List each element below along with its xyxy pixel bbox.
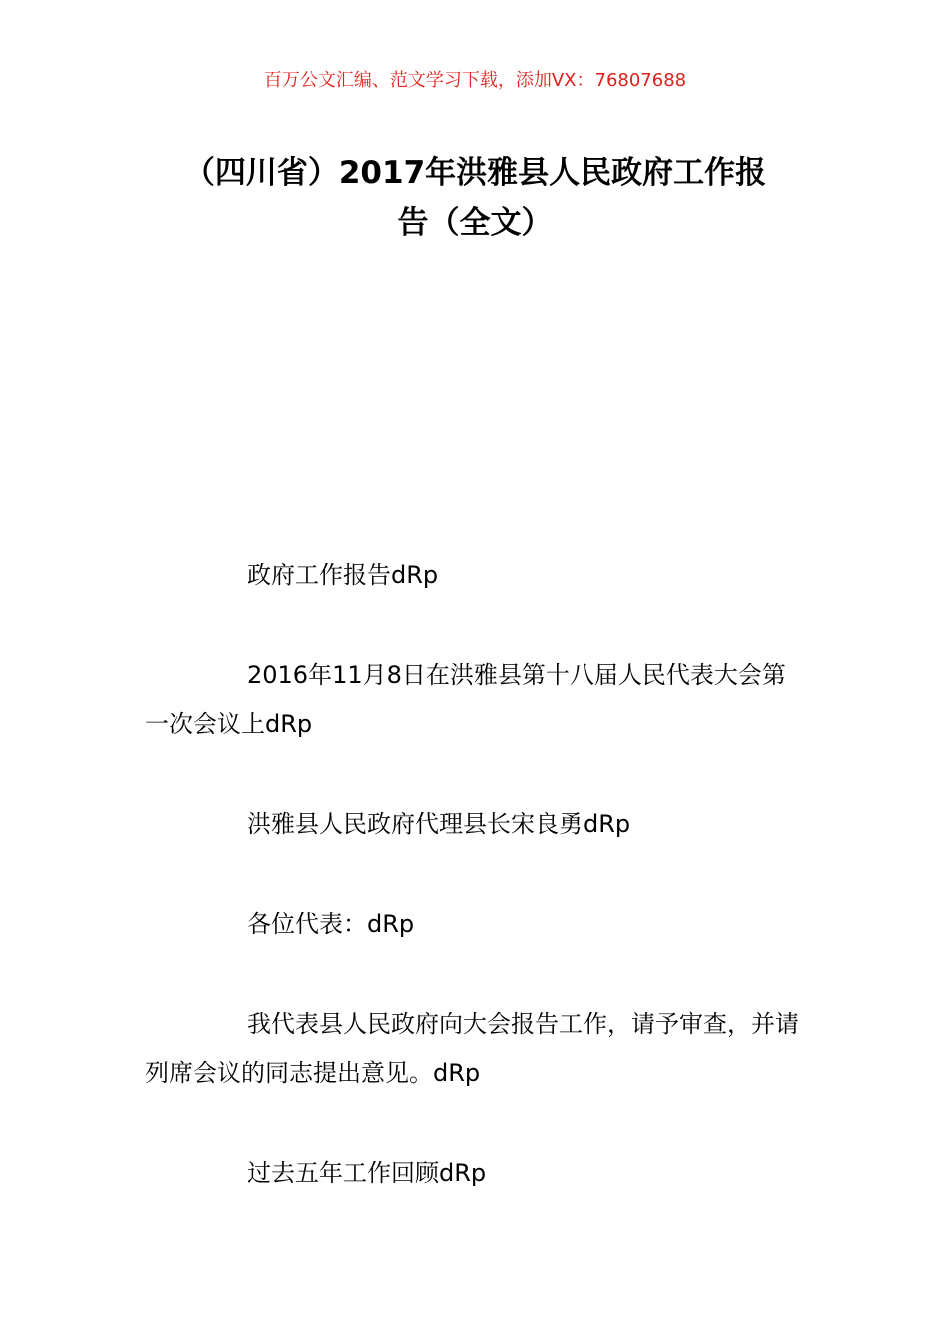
document-title-line-1: （四川省）2017年洪雅县人民政府工作报 — [183, 155, 767, 191]
paragraph-meeting-date: 2016年11月8日在洪雅县第十八届人民代表大会第一次会议上dRp — [145, 661, 786, 738]
paragraph-salutation: 各位代表：dRp — [247, 910, 415, 938]
paragraph-section-heading: 过去五年工作回顾dRp — [247, 1159, 487, 1187]
promo-header-note: 百万公文汇编、范文学习下载，添加VX：76807688 — [263, 70, 687, 91]
paragraph-report-label: 政府工作报告dRp — [247, 561, 439, 589]
paragraph-speaker: 洪雅县人民政府代理县长宋良勇dRp — [247, 810, 631, 838]
document-title — [145, 148, 805, 248]
document-body — [145, 551, 805, 1249]
paragraph-intro: 我代表县人民政府向大会报告工作，请予审查，并请列席会议的同志提出意见。dRp — [145, 1010, 799, 1087]
document-title-line-2: 告（全文） — [397, 205, 553, 241]
